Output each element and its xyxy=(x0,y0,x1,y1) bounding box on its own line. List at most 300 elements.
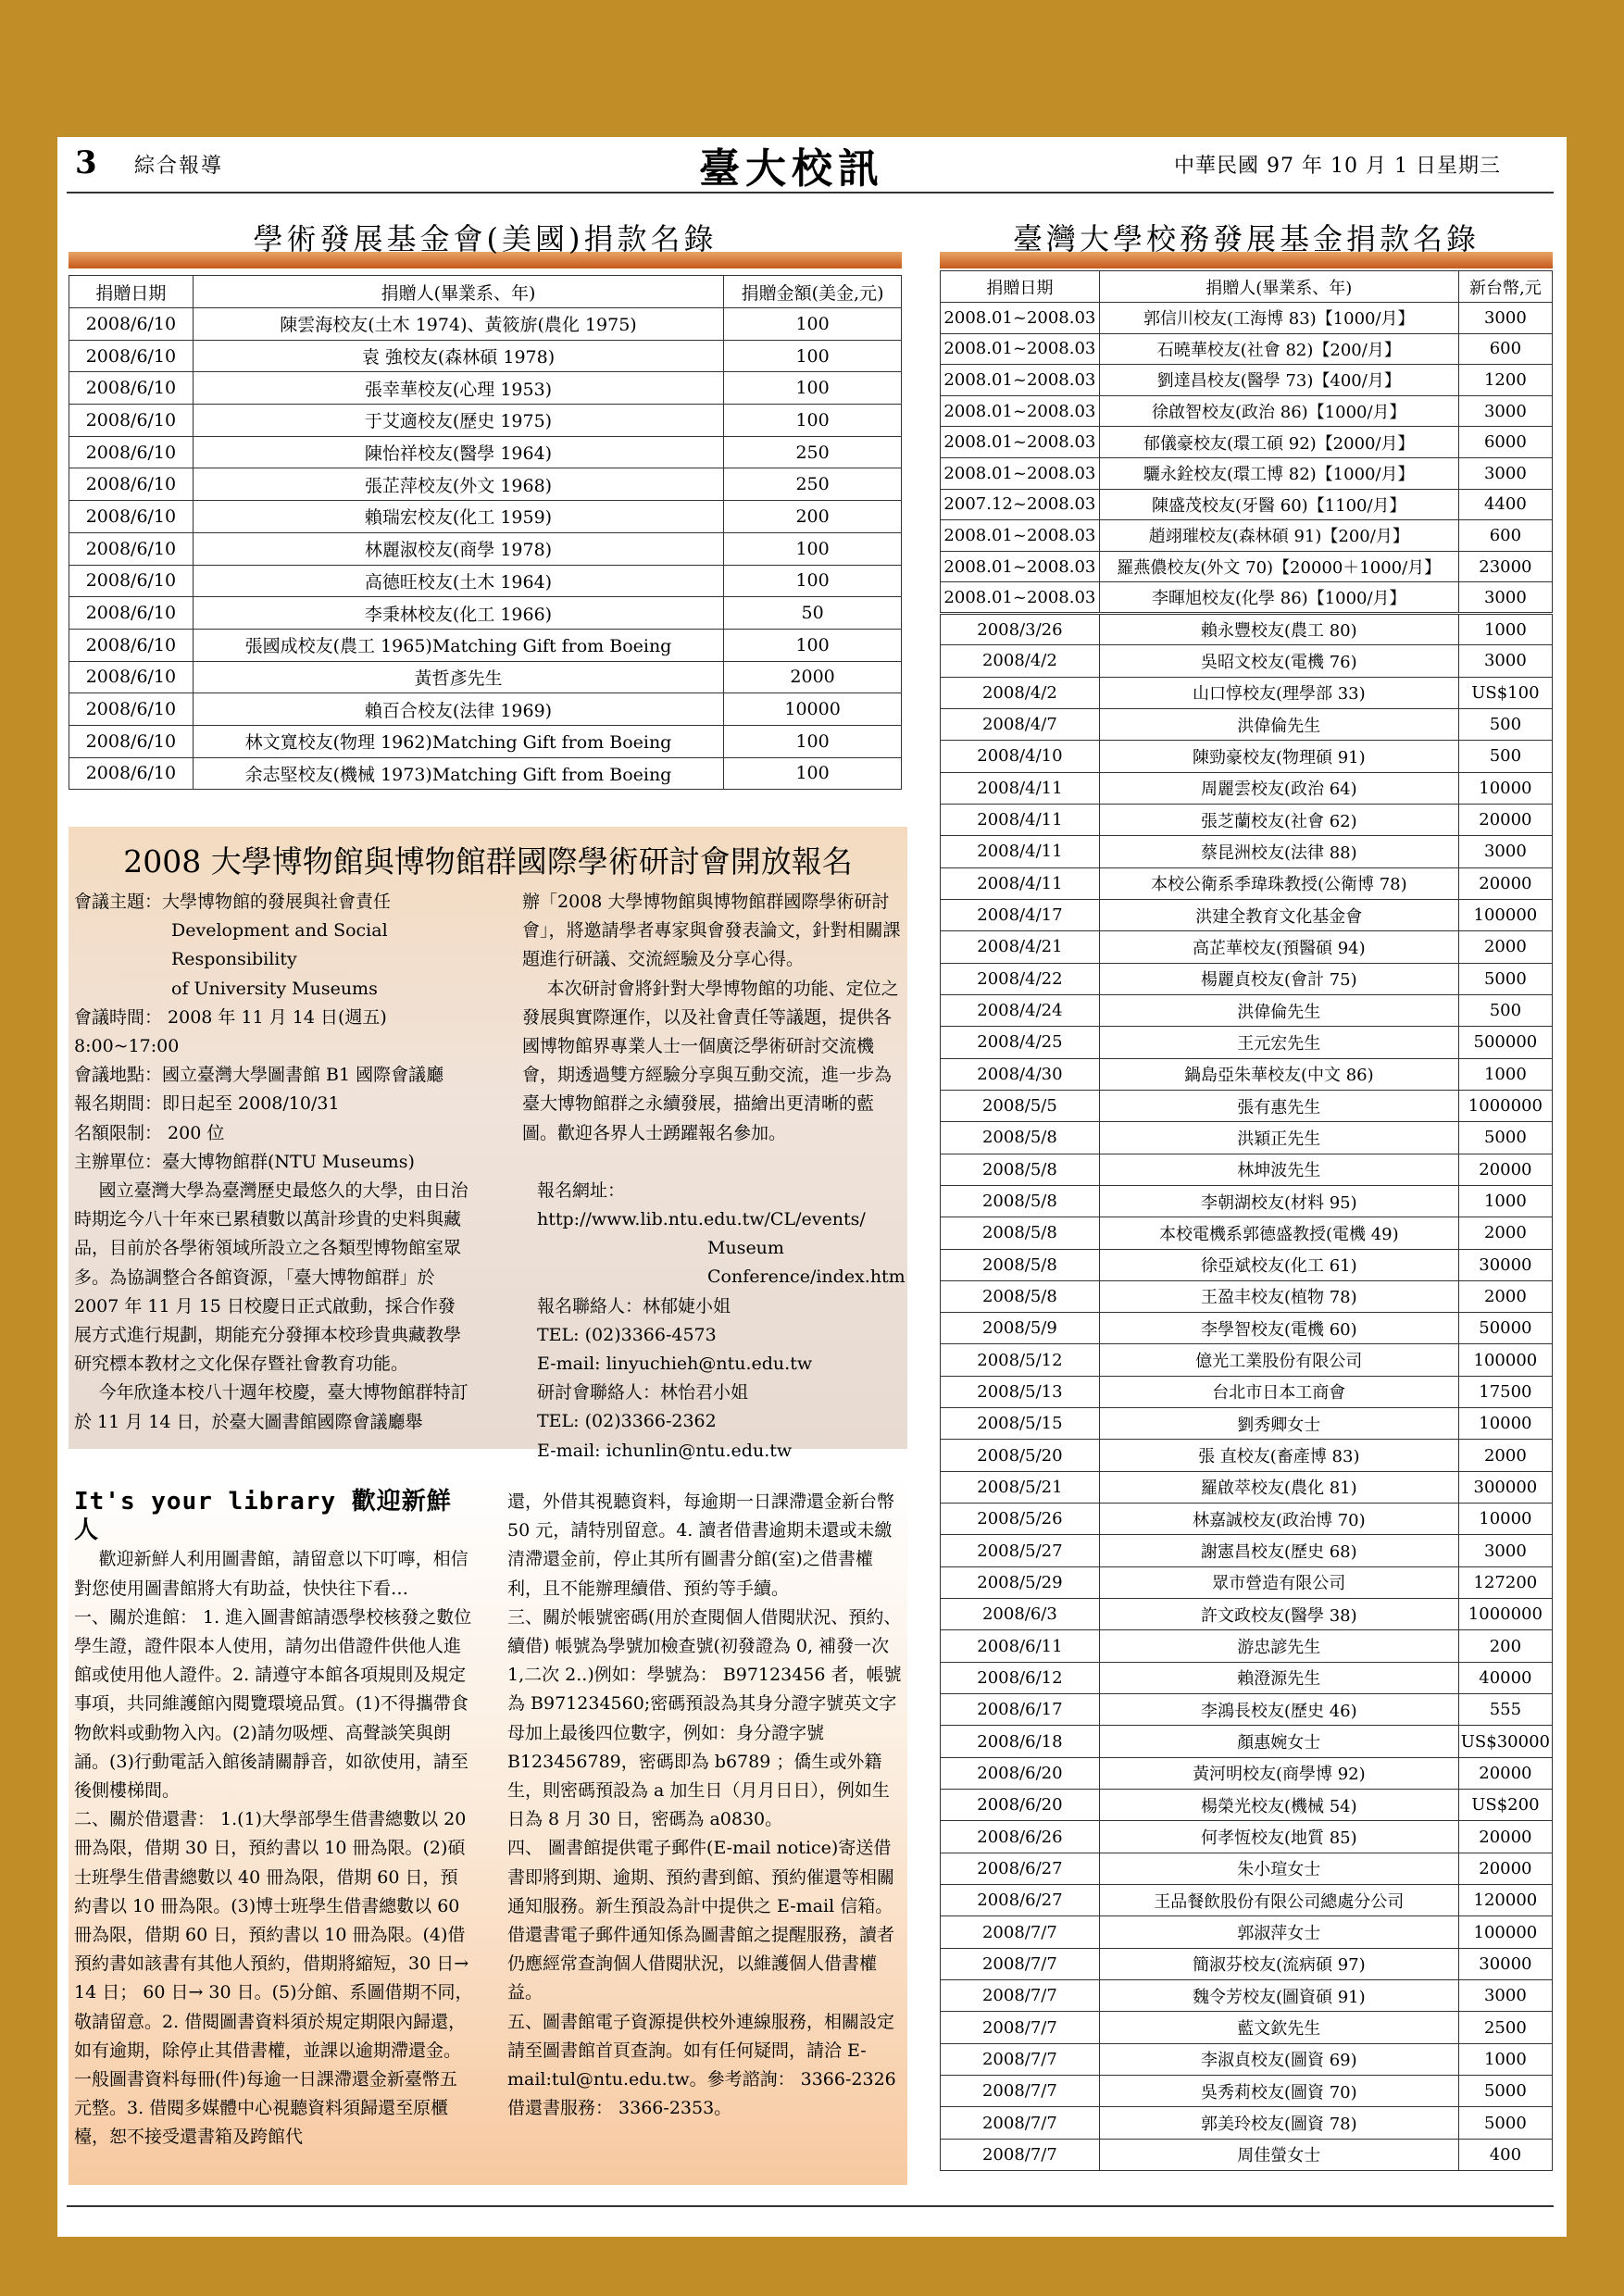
issue-date: 中華民國 97 年 10 月 1 日星期三 xyxy=(1174,155,1501,178)
table-row xyxy=(941,804,1553,835)
date-cell: 2008/4/24 xyxy=(941,994,1100,1026)
table-row xyxy=(941,1313,1553,1344)
conference-contact-name: 研討會聯絡人：林怡君小姐 xyxy=(537,1382,749,1404)
amount-cell: 200 xyxy=(724,501,902,533)
table-row xyxy=(941,645,1553,677)
table-row xyxy=(69,532,902,565)
donor-cell: 郭淑萍女士 xyxy=(1099,1916,1458,1948)
column-header: 新台幣,元 xyxy=(1458,271,1552,303)
table-row xyxy=(941,1757,1553,1789)
donor-cell: 李鴻長校友(歷史 46) xyxy=(1099,1694,1458,1726)
library-box xyxy=(69,1477,907,2185)
amount-cell: 10000 xyxy=(1458,1408,1552,1440)
amount-cell: 2000 xyxy=(1458,1280,1552,1312)
table-row xyxy=(941,2076,1553,2107)
amount-cell: 3000 xyxy=(1458,582,1552,614)
table-row xyxy=(941,1185,1553,1217)
amount-cell: 5000 xyxy=(1458,2076,1552,2107)
amount-cell: US$200 xyxy=(1458,1790,1552,1821)
museum-topic: 會議主題：大學博物館的發展與社會責任 xyxy=(74,892,392,912)
table-row xyxy=(941,1694,1553,1726)
column-header: 捐贈人(畢業系、年) xyxy=(1099,271,1458,303)
date-cell: 2008/6/11 xyxy=(941,1630,1100,1662)
amount-cell: 5000 xyxy=(1458,1122,1552,1154)
library-left-column xyxy=(74,1488,474,2152)
date-cell: 2008/5/8 xyxy=(941,1185,1100,1217)
table-row xyxy=(941,1630,1553,1662)
amount-cell: 10000 xyxy=(1458,772,1552,804)
date-cell: 2008/7/7 xyxy=(941,1916,1100,1948)
donor-cell: 李淑貞校友(圖資 69) xyxy=(1099,2043,1458,2075)
contact-email[interactable]: E-mail: linyuchieh@ntu.edu.tw xyxy=(537,1354,813,1375)
paragraph: 五、圖書館電子資源提供校外連線服務，相關設定請至圖書館首頁查詢。如有任何疑問，請洽 E-mail:tul@ntu.edu.tw。參考諮詢： 3366-2326 借還書服務： 3366-2353。 xyxy=(507,2011,896,2119)
date-cell: 2008/4/11 xyxy=(941,772,1100,804)
amount-cell: 555 xyxy=(1458,1694,1552,1726)
date-cell: 2008/6/20 xyxy=(941,1757,1100,1789)
date-cell: 2008/4/11 xyxy=(941,804,1100,835)
table-row xyxy=(941,427,1553,458)
amount-cell: 600 xyxy=(1458,520,1552,552)
footer-rule xyxy=(67,2205,1554,2207)
donor-cell: 簡淑芬校友(流病碩 97) xyxy=(1099,1948,1458,1979)
date-cell: 2008/6/10 xyxy=(69,372,194,405)
donor-cell: 台北市日本工商會 xyxy=(1099,1376,1458,1407)
amount-cell: 100 xyxy=(724,757,902,790)
table-row xyxy=(941,1122,1553,1154)
table-row xyxy=(941,1821,1553,1853)
amount-cell: 20000 xyxy=(1458,1154,1552,1185)
amount-cell: 20000 xyxy=(1458,1757,1552,1789)
paragraph: 三、關於帳號密碼(用於查閱個人借閱狀況、預約、續借) 帳號為學號加檢查號(初發證為 0, 補發一次 1,二次 2..)例如：學號為： B97123456 者，帳號為 B971234560;密碼預設為其身分證字號英文字母加上最後四位數字，例如：身分證字號 B123456789，密碼即為 b6789 ；僑生或外籍生，則密碼預設為 a 加生日（月月日日），例如生日為 8 月 30 日，密碼為 a0830。 xyxy=(507,1606,902,1830)
donor-cell: 郁儀豪校友(環工碩 92)【2000/月】 xyxy=(1099,427,1458,458)
conference-contact-email[interactable]: E-mail: ichunlin@ntu.edu.tw xyxy=(537,1440,793,1461)
museum-left-column xyxy=(74,888,472,1437)
donor-cell: 劉達昌校友(醫學 73)【400/月】 xyxy=(1099,365,1458,396)
date-cell: 2008.01~2008.03 xyxy=(941,457,1100,489)
donor-cell: 林麗淑校友(商學 1978) xyxy=(193,532,723,565)
paragraph: 辦「2008 大學博物館與博物館群國際學術研討會」，將邀請學者專家與會發表論文，針對相關課題進行研議、交流經驗及分享心得。 xyxy=(522,892,901,970)
date-cell: 2008/3/26 xyxy=(941,613,1100,644)
date-cell: 2008/6/10 xyxy=(69,661,194,693)
date-cell: 2008/6/10 xyxy=(69,757,194,790)
table-row xyxy=(941,1249,1553,1280)
amount-cell: 500000 xyxy=(1458,1027,1552,1058)
amount-cell: 100 xyxy=(724,725,902,757)
paragraph: 歡迎新鮮人利用圖書館，請留意以下叮嚀，相信對您使用圖書館將大有助益，快快往下看… xyxy=(74,1549,468,1599)
table-row xyxy=(941,1566,1553,1598)
date-cell: 2008/5/8 xyxy=(941,1122,1100,1154)
table-row xyxy=(69,693,902,726)
amount-cell: 10000 xyxy=(724,693,902,726)
us-fund-title: 學術發展基金會(美國)捐款名錄 xyxy=(253,221,718,256)
date-cell: 2008.01~2008.03 xyxy=(941,365,1100,396)
section-label: 綜合報導 xyxy=(134,155,224,178)
date-cell: 2008/5/5 xyxy=(941,1090,1100,1121)
date-cell: 2008/6/17 xyxy=(941,1694,1100,1726)
table-row xyxy=(941,2107,1553,2139)
amount-cell: 100 xyxy=(724,405,902,437)
page-header xyxy=(69,137,1514,194)
table-row xyxy=(941,1885,1553,1916)
donor-cell: 賴澄源先生 xyxy=(1099,1662,1458,1693)
donor-cell: 余志堅校友(機械 1973)Matching Gift from Boeing xyxy=(193,757,723,790)
date-cell: 2008/7/7 xyxy=(941,2012,1100,2043)
date-cell: 2008.01~2008.03 xyxy=(941,395,1100,427)
donor-cell: 周麗雲校友(政治 64) xyxy=(1099,772,1458,804)
donor-cell: 謝憲昌校友(歷史 68) xyxy=(1099,1535,1458,1566)
table-row xyxy=(69,372,902,405)
date-cell: 2008/6/10 xyxy=(69,468,194,501)
table-row xyxy=(941,457,1553,489)
amount-cell: 10000 xyxy=(1458,1504,1552,1535)
date-cell: 2008/4/25 xyxy=(941,1027,1100,1058)
table-row xyxy=(941,1790,1553,1821)
us-fund-banner xyxy=(69,213,902,268)
amount-cell: 30000 xyxy=(1458,1948,1552,1979)
donor-cell: 賴永豐校友(農工 80) xyxy=(1099,613,1458,644)
amount-cell: 200 xyxy=(1458,1630,1552,1662)
table-row xyxy=(941,1504,1553,1535)
donor-cell: 張芷萍校友(外文 1968) xyxy=(193,468,723,501)
amount-cell: 1200 xyxy=(1458,365,1552,396)
date-cell: 2008/6/10 xyxy=(69,629,194,661)
amount-cell: 250 xyxy=(724,468,902,501)
date-cell: 2008/6/18 xyxy=(941,1726,1100,1757)
date-cell: 2008/6/10 xyxy=(69,308,194,341)
donor-cell: 本校電機系郭德盛教授(電機 49) xyxy=(1099,1217,1458,1249)
amount-cell: 3000 xyxy=(1458,836,1552,867)
date-cell: 2008/4/7 xyxy=(941,708,1100,740)
table-row xyxy=(941,613,1553,644)
date-cell: 2008/6/27 xyxy=(941,1885,1100,1916)
table-row xyxy=(941,867,1553,899)
paragraph: 本次研討會將針對大學博物館的功能、定位之發展與實際運作，以及社會責任等議題，提供各國博物館界專業人士一個廣泛學術研討交流機會，期透過雙方經驗分享與互動交流，進一步為臺大博物館群之永續發展，描繪出更清晰的藍圖。歡迎各界人士踴躍報名參加。 xyxy=(522,978,899,1143)
donor-cell: 洪穎正先生 xyxy=(1099,1122,1458,1154)
table-row xyxy=(941,1726,1553,1757)
amount-cell: 20000 xyxy=(1458,1821,1552,1853)
amount-cell: US$30000 xyxy=(1458,1726,1552,1757)
amount-cell: 20000 xyxy=(1458,804,1552,835)
table-row xyxy=(941,1853,1553,1884)
table-row xyxy=(941,772,1553,804)
amount-cell: 40000 xyxy=(1458,1662,1552,1693)
date-cell: 2008.01~2008.03 xyxy=(941,427,1100,458)
amount-cell: 3000 xyxy=(1458,645,1552,677)
amount-cell: 3000 xyxy=(1458,457,1552,489)
amount-cell: 50000 xyxy=(1458,1313,1552,1344)
date-cell: 2008/7/7 xyxy=(941,1948,1100,1979)
donor-cell: 楊榮光校友(機械 54) xyxy=(1099,1790,1458,1821)
amount-cell: 50 xyxy=(724,597,902,630)
amount-cell: 1000 xyxy=(1458,1058,1552,1090)
column-header: 捐贈日期 xyxy=(69,276,194,308)
donor-cell: 張有惠先生 xyxy=(1099,1090,1458,1121)
date-cell: 2008/5/29 xyxy=(941,1566,1100,1598)
us-fund-table xyxy=(69,275,902,790)
table-row xyxy=(941,1599,1553,1630)
table-row xyxy=(941,489,1553,520)
date-cell: 2008/5/8 xyxy=(941,1154,1100,1185)
donor-cell: 郭信川校友(工海博 83)【1000/月】 xyxy=(1099,303,1458,334)
amount-cell: 1000000 xyxy=(1458,1090,1552,1121)
amount-cell: 2000 xyxy=(1458,1217,1552,1249)
table-row xyxy=(941,931,1553,963)
date-cell: 2008/5/12 xyxy=(941,1344,1100,1376)
donor-cell: 洪偉倫先生 xyxy=(1099,994,1458,1026)
table-row xyxy=(941,365,1553,396)
amount-cell: 20000 xyxy=(1458,867,1552,899)
amount-cell: 20000 xyxy=(1458,1853,1552,1884)
paragraph: 四、 圖書館提供電子郵件(E-mail notice)寄送借書即將到期、逾期、預約書到館、預約催還等相關通知服務。新生預設為計中提供之 E-mail 信箱。借還書電子郵件通知係為圖書館之提醒服務，讀者仍應經常查詢個人借閱狀況，以維護個人借書權益。 xyxy=(507,1838,895,2003)
amount-cell: 23000 xyxy=(1458,551,1552,582)
date-cell: 2008/6/10 xyxy=(69,725,194,757)
date-cell: 2008.01~2008.03 xyxy=(941,582,1100,614)
donor-cell: 驪永銓校友(環工博 82)【1000/月】 xyxy=(1099,457,1458,489)
date-cell: 2008/6/10 xyxy=(69,597,194,630)
table-row xyxy=(941,1154,1553,1185)
donor-cell: 洪偉倫先生 xyxy=(1099,708,1458,740)
table-row xyxy=(941,1027,1553,1058)
table-row xyxy=(941,333,1553,365)
date-cell: 2008/7/7 xyxy=(941,2076,1100,2107)
donor-cell: 賴百合校友(法律 1969) xyxy=(193,693,723,726)
donor-cell: 黃哲彥先生 xyxy=(193,661,723,693)
amount-cell: 100 xyxy=(724,532,902,565)
table-row xyxy=(941,1090,1553,1121)
table-row xyxy=(941,899,1553,930)
amount-cell: 6000 xyxy=(1458,427,1552,458)
date-cell: 2008/5/26 xyxy=(941,1504,1100,1535)
amount-cell: 4400 xyxy=(1458,489,1552,520)
donor-cell: 楊麗貞校友(會計 75) xyxy=(1099,963,1458,994)
donor-cell: 徐亞斌校友(化工 61) xyxy=(1099,1249,1458,1280)
table-row xyxy=(941,741,1553,772)
donor-cell: 林坤波先生 xyxy=(1099,1154,1458,1185)
date-cell: 2008/7/7 xyxy=(941,2139,1100,2170)
donor-cell: 李朝湖校友(材料 95) xyxy=(1099,1185,1458,1217)
donor-cell: 郭美玲校友(圖資 78) xyxy=(1099,2107,1458,2139)
date-cell: 2008/4/22 xyxy=(941,963,1100,994)
amount-cell: 400 xyxy=(1458,2139,1552,2170)
date-cell: 2008/5/20 xyxy=(941,1440,1100,1471)
table-row xyxy=(941,1662,1553,1693)
table-row xyxy=(69,436,902,468)
date-cell: 2008/4/10 xyxy=(941,741,1100,772)
table-row xyxy=(941,1916,1553,1948)
donor-cell: 山口惇校友(理學部 33) xyxy=(1099,677,1458,708)
donor-cell: 本校公衛系季瑋珠教授(公衛博 78) xyxy=(1099,867,1458,899)
date-cell: 2008/6/10 xyxy=(69,501,194,533)
amount-cell: 3000 xyxy=(1458,395,1552,427)
tw-fund-table xyxy=(940,270,1553,2171)
table-row xyxy=(69,629,902,661)
date-cell: 2008/4/30 xyxy=(941,1058,1100,1090)
date-cell: 2008/4/2 xyxy=(941,677,1100,708)
table-row xyxy=(941,994,1553,1026)
donor-cell: 黃河明校友(商學博 92) xyxy=(1099,1757,1458,1789)
donor-cell: 王盈丰校友(植物 78) xyxy=(1099,1280,1458,1312)
table-row xyxy=(941,1408,1553,1440)
amount-cell: 2000 xyxy=(724,661,902,693)
amount-cell: 100000 xyxy=(1458,899,1552,930)
table-row xyxy=(69,340,902,372)
date-cell: 2008/6/10 xyxy=(69,340,194,372)
donor-cell: 游忠諺先生 xyxy=(1099,1630,1458,1662)
contact-tel: TEL: (02)3366-4573 xyxy=(537,1324,717,1345)
date-cell: 2008/4/11 xyxy=(941,867,1100,899)
date-cell: 2008/6/10 xyxy=(69,532,194,565)
registration-url-cont: Museum Conference/index.htm xyxy=(707,1238,906,1288)
museum-right-column xyxy=(522,888,906,1466)
date-cell: 2008/5/13 xyxy=(941,1376,1100,1407)
amount-cell: 5000 xyxy=(1458,2107,1552,2139)
amount-cell: 120000 xyxy=(1458,1885,1552,1916)
amount-cell: 2000 xyxy=(1458,931,1552,963)
date-cell: 2008.01~2008.03 xyxy=(941,520,1100,552)
museum-registration-period: 報名期間：即日起至 2008/10/31 xyxy=(74,1093,340,1115)
donor-cell: 袁 強校友(森林碩 1978) xyxy=(193,340,723,372)
library-right-column xyxy=(507,1488,902,2123)
table-row xyxy=(941,1440,1553,1471)
amount-cell: 5000 xyxy=(1458,963,1552,994)
donor-cell: 于艾適校友(歷史 1975) xyxy=(193,405,723,437)
table-row xyxy=(941,1471,1553,1503)
donor-cell: 張芝蘭校友(社會 62) xyxy=(1099,804,1458,835)
donor-cell: 高芷華校友(預醫碩 94) xyxy=(1099,931,1458,963)
table-row xyxy=(941,551,1553,582)
table-row xyxy=(941,836,1553,867)
museum-time: 會議時間： 2008 年 11 月 14 日(週五) 8:00~17:00 xyxy=(74,1006,387,1057)
amount-cell: 17500 xyxy=(1458,1376,1552,1407)
date-cell: 2008/4/17 xyxy=(941,899,1100,930)
table-row xyxy=(941,395,1553,427)
amount-cell: 250 xyxy=(724,436,902,468)
table-row xyxy=(941,2139,1553,2170)
date-cell: 2008/5/21 xyxy=(941,1471,1100,1503)
conference-contact-tel: TEL: (02)3366-2362 xyxy=(537,1411,717,1432)
date-cell: 2008/6/10 xyxy=(69,405,194,437)
amount-cell: 100 xyxy=(724,340,902,372)
date-cell: 2008/7/7 xyxy=(941,2107,1100,2139)
donor-cell: 劉秀卿女士 xyxy=(1099,1408,1458,1440)
date-cell: 2008/6/10 xyxy=(69,565,194,597)
table-row xyxy=(69,757,902,790)
table-row xyxy=(941,2012,1553,2043)
donor-cell: 張幸華校友(心理 1953) xyxy=(193,372,723,405)
tw-fund-title: 臺灣大學校務發展基金捐款名錄 xyxy=(1012,221,1480,256)
amount-cell: 100 xyxy=(724,565,902,597)
paragraph: 國立臺灣大學為臺灣歷史最悠久的大學，由日治時期迄今八十年來已累積數以萬計珍貴的史料與藏品，目前於各學術領域所設立之各類型博物館室眾多。為協調整合各館資源，「臺大博物館群」於 2007 年 11 月 15 日校慶日正式啟動，採合作發展方式進行規劃，期能充分發揮本校珍貴典藏教學研究標本教材之文化保存暨社會教育功能。 xyxy=(74,1180,468,1375)
amount-cell: 2500 xyxy=(1458,2012,1552,2043)
table-row xyxy=(69,597,902,630)
table-row xyxy=(941,1058,1553,1090)
donor-cell: 吳秀莉校友(圖資 70) xyxy=(1099,2076,1458,2107)
museum-organizer: 主辦單位：臺大博物館群(NTU Museums) xyxy=(74,1151,415,1172)
date-cell: 2008/6/10 xyxy=(69,693,194,726)
table-row xyxy=(941,2043,1553,2075)
contact-name: 報名聯絡人：林郁婕小姐 xyxy=(537,1295,731,1316)
museum-venue: 會議地點：國立臺灣大學圖書館 B1 國際會議廳 xyxy=(74,1065,444,1086)
date-cell: 2008/4/21 xyxy=(941,931,1100,963)
date-cell: 2008/6/27 xyxy=(941,1853,1100,1884)
amount-cell: 127200 xyxy=(1458,1566,1552,1598)
date-cell: 2008.01~2008.03 xyxy=(941,333,1100,365)
date-cell: 2008/7/7 xyxy=(941,2043,1100,2075)
donor-cell: 王品餐飲股份有限公司總處分公司 xyxy=(1099,1885,1458,1916)
donor-cell: 陳盛茂校友(牙醫 60)【1100/月】 xyxy=(1099,489,1458,520)
amount-cell: 500 xyxy=(1458,994,1552,1026)
library-title: It's your library 歡迎新鮮人 xyxy=(74,1488,452,1545)
paragraph: 二、關於借還書： 1.(1)大學部學生借書總數以 20 冊為限，借期 30 日，預約書以 10 冊為限。(2)碩士班學生借書總數以 40 冊為限，借期 60 日，預約書以 10 冊為限。(3)博士班學生借書總數以 60 冊為限，借期 60 日，預約書以 10 冊為限。(4)借預約書如該書有其他人預約，借期將縮短，30 日→ 14 日； 60 日→ 30 日。(5)分館、系圖借期不同，敬請留意。2. 借閱圖書資料須於規定期限內歸還，如有逾期，除停止其借書權，並課以逾期滯還金。一般圖書資料每冊(件)每逾一日課滯還金新臺幣五元整。3. 借閱多媒體中心視聽資料須歸還至原櫃檯，恕不接受還書箱及跨館代 xyxy=(74,1809,473,2148)
donor-cell: 蔡昆洲校友(法律 88) xyxy=(1099,836,1458,867)
date-cell: 2008/6/20 xyxy=(941,1790,1100,1821)
amount-cell: 1000 xyxy=(1458,613,1552,644)
date-cell: 2008/5/8 xyxy=(941,1280,1100,1312)
donor-cell: 賴瑞宏校友(化工 1959) xyxy=(193,501,723,533)
donor-cell: 顏惠婉女士 xyxy=(1099,1726,1458,1757)
donor-cell: 鍋島亞朱華校友(中文 86) xyxy=(1099,1058,1458,1090)
column-header: 捐贈日期 xyxy=(941,271,1100,303)
header-rule xyxy=(67,192,1554,193)
donor-cell: 何孝恆校友(地質 85) xyxy=(1099,1821,1458,1853)
donor-cell: 洪建全教育文化基金會 xyxy=(1099,899,1458,930)
museum-title: 2008 大學博物館與博物館群國際學術研討會開放報名 xyxy=(123,843,853,880)
museum-quota: 名額限制： 200 位 xyxy=(74,1122,225,1143)
table-row xyxy=(69,565,902,597)
amount-cell: 300000 xyxy=(1458,1471,1552,1503)
museum-topic-en: of University Museums xyxy=(171,978,378,999)
donor-cell: 林嘉誠校友(政治博 70) xyxy=(1099,1504,1458,1535)
date-cell: 2008/5/8 xyxy=(941,1249,1100,1280)
date-cell: 2008/5/27 xyxy=(941,1535,1100,1566)
table-row xyxy=(941,1376,1553,1407)
amount-cell: 100 xyxy=(724,372,902,405)
amount-cell: 30000 xyxy=(1458,1249,1552,1280)
donor-cell: 徐啟智校友(政治 86)【1000/月】 xyxy=(1099,395,1458,427)
museum-topic-en: Development and Social Responsibility xyxy=(171,920,388,970)
date-cell: 2008/4/11 xyxy=(941,836,1100,867)
paragraph: 今年欣逢本校八十週年校慶，臺大博物館群特訂於 11 月 14 日，於臺大圖書館國際會議廳舉 xyxy=(74,1382,468,1432)
donor-cell: 林文寬校友(物理 1962)Matching Gift from Boeing xyxy=(193,725,723,757)
table-row xyxy=(941,1948,1553,1979)
masthead: 臺大校訊 xyxy=(699,145,884,193)
tw-fund-banner xyxy=(940,213,1553,268)
donor-cell: 周佳螢女士 xyxy=(1099,2139,1458,2170)
table-row xyxy=(941,708,1553,740)
column-header: 捐贈金額(美金,元) xyxy=(724,276,902,308)
donor-cell: 眾市營造有限公司 xyxy=(1099,1566,1458,1598)
table-row xyxy=(941,677,1553,708)
amount-cell: 500 xyxy=(1458,708,1552,740)
donor-cell: 吳昭文校友(電機 76) xyxy=(1099,645,1458,677)
table-row xyxy=(69,725,902,757)
date-cell: 2008.01~2008.03 xyxy=(941,303,1100,334)
table-row xyxy=(69,308,902,341)
amount-cell: 100 xyxy=(724,308,902,341)
table-row xyxy=(69,501,902,533)
museum-conference-box xyxy=(69,827,907,1461)
date-cell: 2008/5/8 xyxy=(941,1217,1100,1249)
date-cell: 2007.12~2008.03 xyxy=(941,489,1100,520)
donor-cell: 藍文欽先生 xyxy=(1099,2012,1458,2043)
table-row xyxy=(941,1535,1553,1566)
amount-cell: 1000 xyxy=(1458,1185,1552,1217)
amount-cell: 2000 xyxy=(1458,1440,1552,1471)
donor-cell: 王元宏先生 xyxy=(1099,1027,1458,1058)
amount-cell: 1000000 xyxy=(1458,1599,1552,1630)
date-cell: 2008/5/15 xyxy=(941,1408,1100,1440)
paragraph: 還，外借其視聽資料，每逾期一日課滯還金新台幣 50 元，請特別留意。4. 讀者借書逾期未還或未繳清滯還金前，停止其所有圖書分館(室)之借書權利，且不能辦理續借、預約等手續。 xyxy=(507,1491,895,1599)
